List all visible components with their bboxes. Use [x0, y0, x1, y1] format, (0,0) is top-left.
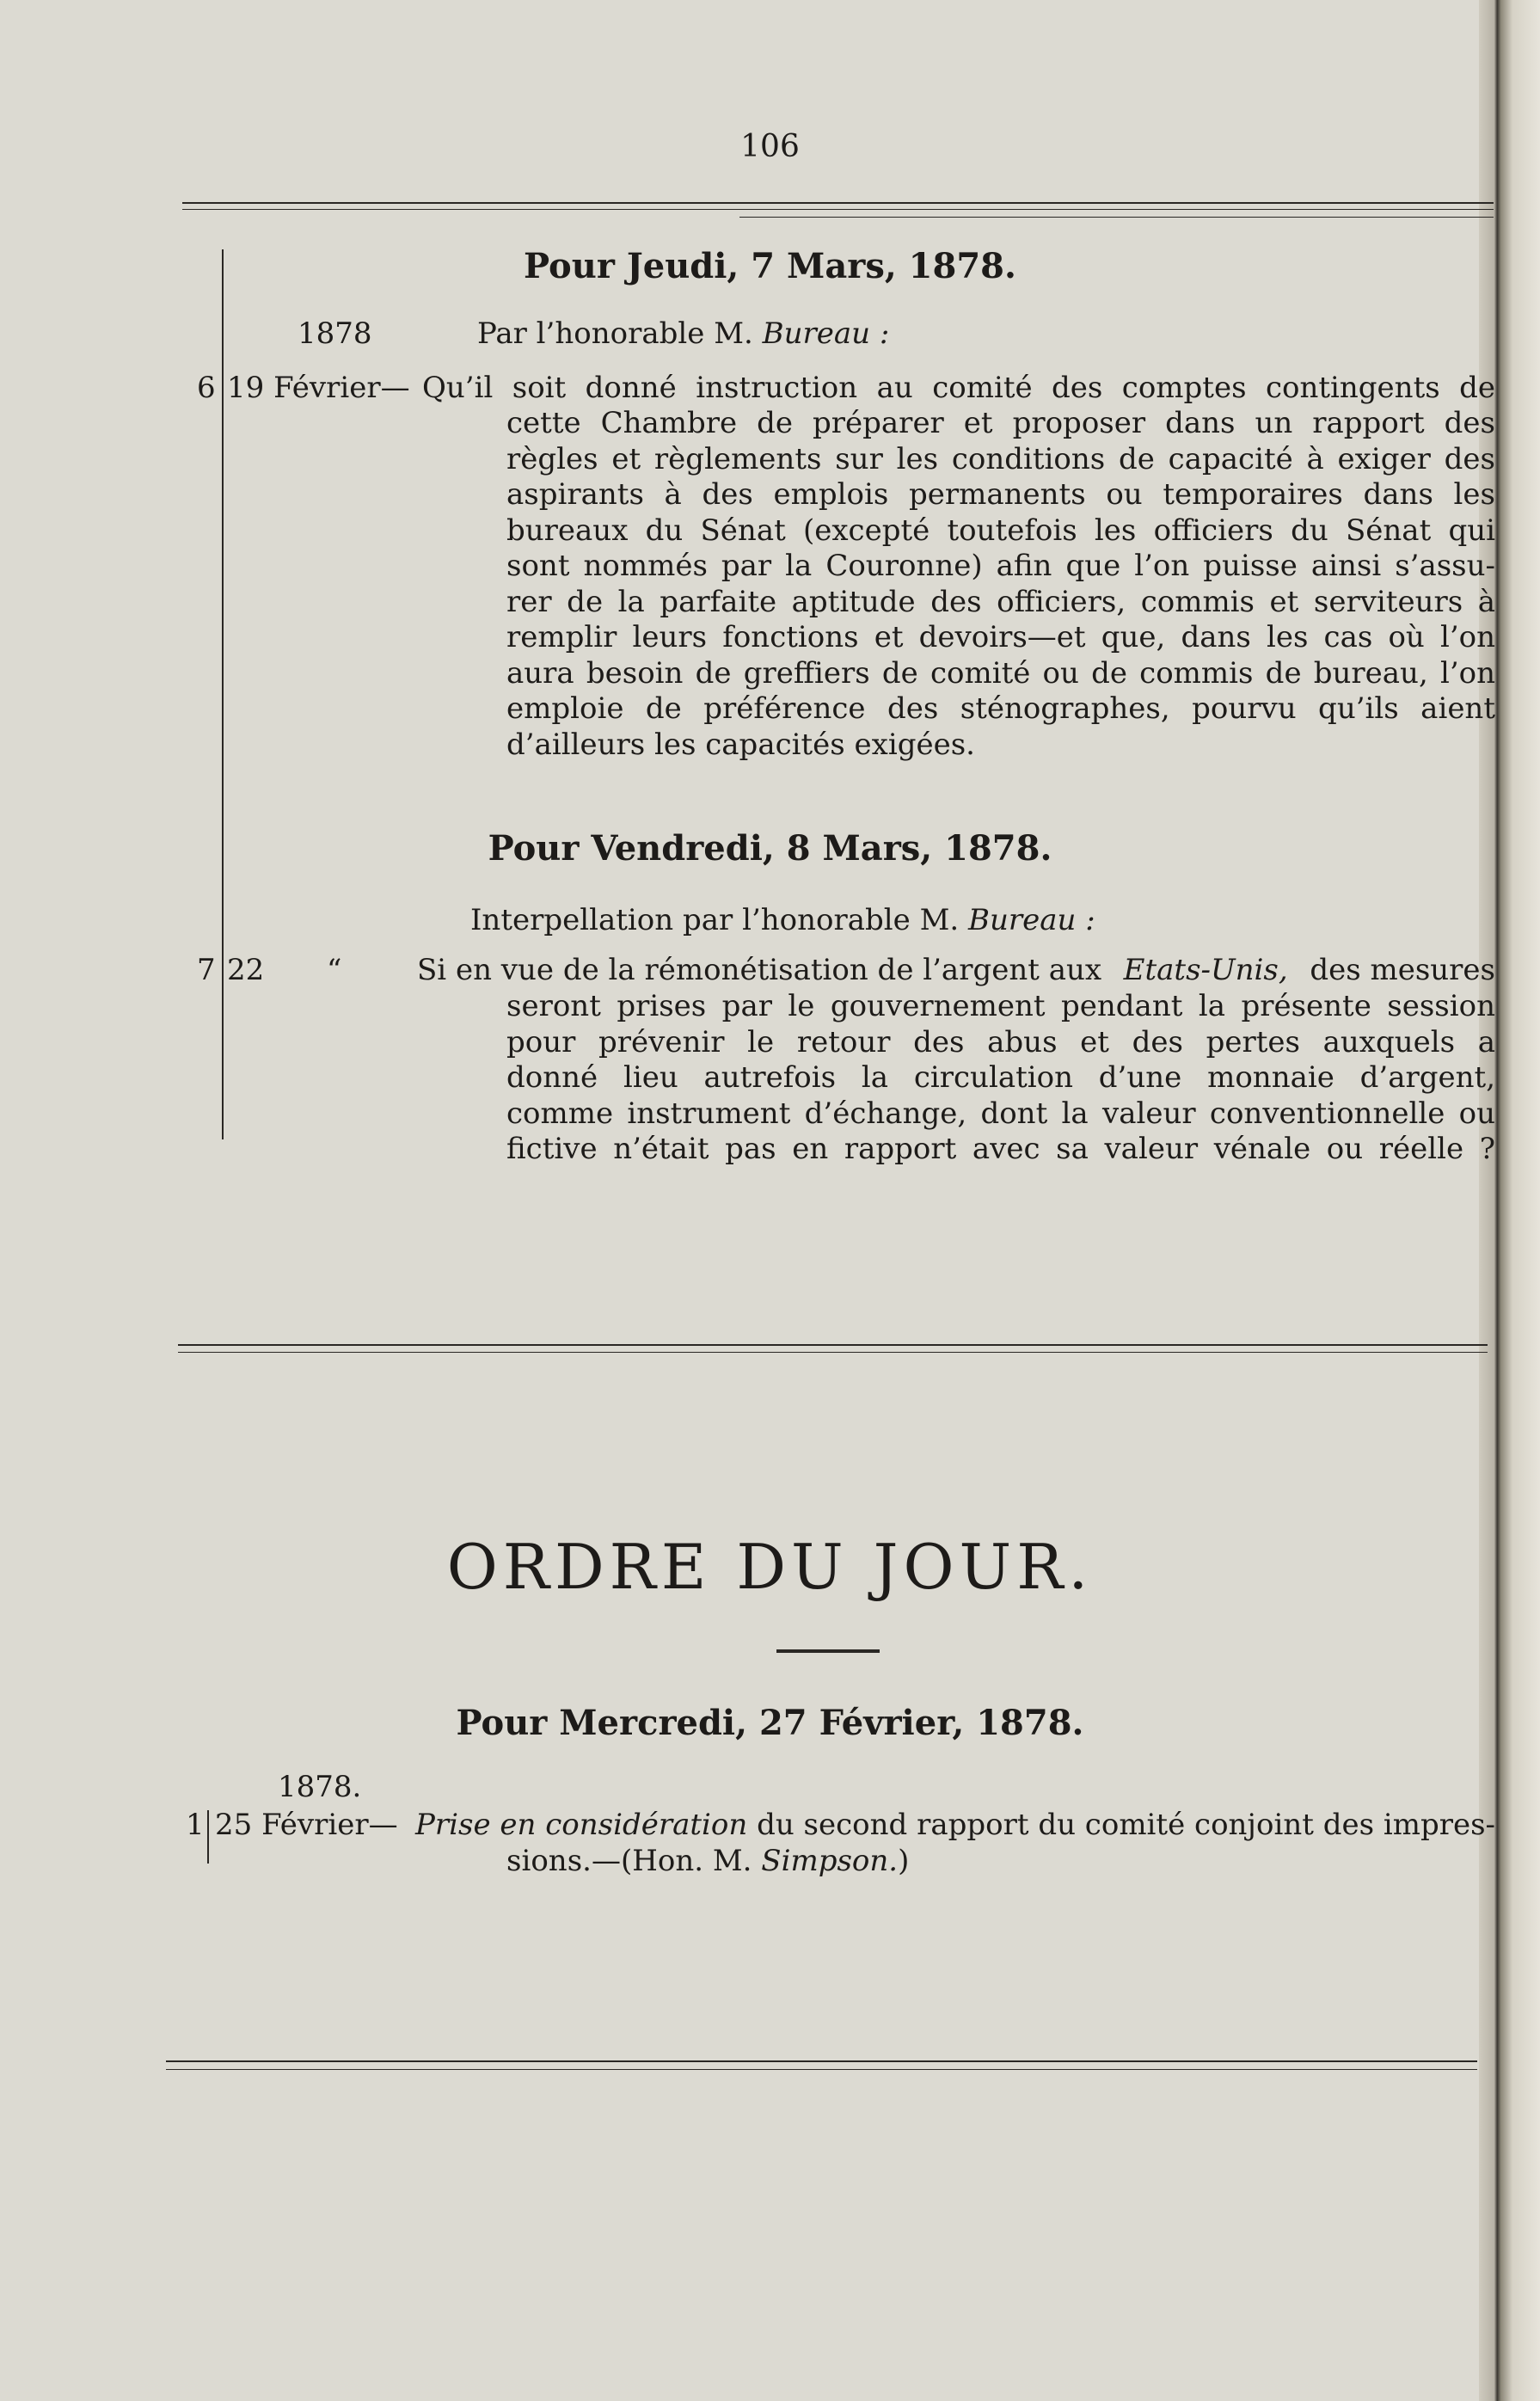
question-first-line [417, 953, 1495, 987]
order-title: ORDRE DU JOUR. [446, 1531, 1094, 1603]
middle-rule-inner [178, 1352, 1488, 1353]
question-line: donné lieu autrefois la circulation d’une monnaie d’argent, [506, 1060, 1495, 1095]
question-place: Etats-Unis, [1123, 953, 1288, 987]
top-rule-inner [182, 209, 1494, 210]
motion-line: cette Chambre de préparer et proposer dans un rapport des [506, 406, 1495, 440]
question-line: seront prises par le gouvernement pendant la présente session [506, 989, 1495, 1023]
top-rule [182, 202, 1494, 204]
motion-line: emploie de préférence des sténographes, pourvu qu’ils aient [506, 691, 1495, 726]
order-heading: Pour Mercredi, 27 Février, 1878. [456, 1703, 1084, 1743]
motion-line: rer de la parfaite aptitude des officiers, commis et serviteurs à [506, 584, 1495, 619]
mover-prefix: Par l’honorable M. [477, 316, 753, 351]
order-text: sions.—(Hon. M. [506, 1844, 762, 1878]
order-text: du second rapport du comité conjoint des impres- [747, 1808, 1496, 1842]
interpellation-intro [470, 903, 1095, 937]
order-margin-line [207, 1810, 209, 1864]
title-underline [776, 1649, 880, 1653]
year-label: 1878 [298, 316, 372, 351]
order-year: 1878. [278, 1770, 362, 1804]
middle-rule [178, 1344, 1488, 1346]
item-number: 1 [186, 1808, 205, 1842]
motion-line: aura besoin de greffiers de comité ou de commis de bureau, l’on [506, 655, 1495, 691]
order-member: Simpson. [761, 1844, 899, 1878]
mover-name: Bureau : [762, 316, 890, 351]
ditto-mark: “ [327, 953, 342, 987]
question-line: pour prévenir le retour des abus et des pertes auxquels a [506, 1024, 1495, 1059]
motion-line: d’ailleurs les capacités exigées. [506, 727, 975, 762]
section-heading-jeudi: Pour Jeudi, 7 Mars, 1878. [524, 246, 1016, 286]
item-number: 7 [197, 953, 216, 987]
question-line: comme instrument d’échange, dont la valeur conventionnelle ou [506, 1096, 1495, 1131]
motion-line: bureaux du Sénat (excepté toutefois les officiers du Sénat qui [506, 513, 1495, 548]
item-date: 19 Février— [227, 371, 410, 405]
book-gutter [1479, 0, 1540, 2401]
motion-text [422, 371, 1495, 407]
bottom-rule-inner [166, 2069, 1477, 2070]
item-date: 22 [227, 953, 265, 987]
order-line-1 [415, 1808, 1495, 1842]
question-line: fictive n’était pas en rapport avec sa valeur vénale ou réelle ? [506, 1132, 1495, 1166]
top-rule-right [739, 217, 1494, 218]
question-part: Si en vue de la rémonétisation de l’argent aux [417, 953, 1102, 987]
motion-line: remplir leurs fonctions et devoirs—et que, dans les cas où l’on [506, 620, 1495, 654]
bottom-rule [166, 2060, 1477, 2062]
order-line-2 [506, 1844, 909, 1878]
order-emphasis: Prise en considération [415, 1808, 748, 1842]
item-number: 6 [197, 371, 216, 405]
motion-line: aspirants à des emplois permanents ou temporaires dans les [506, 477, 1495, 512]
question-text [506, 989, 1495, 1168]
section-heading-vendredi: Pour Vendredi, 8 Mars, 1878. [488, 828, 1052, 869]
intro-prefix: Interpellation par l’honorable M. [470, 903, 960, 937]
margin-line [222, 249, 224, 1139]
question-part: des mesures [1310, 953, 1495, 987]
item-date: 25 Février— [215, 1808, 398, 1842]
mover-line [477, 316, 889, 351]
order-text: ) [898, 1844, 910, 1878]
motion-line: sont nommés par la Couronne) afin que l’on puisse ainsi s’assu- [506, 549, 1495, 583]
page-number: 106 [740, 129, 800, 164]
intro-name: Bureau : [968, 903, 1095, 937]
motion-line: règles et règlements sur les conditions de capacité à exiger des [506, 441, 1495, 476]
motion-line: Qu’il soit donné instruction au comité des comptes contingents de [422, 371, 1495, 405]
motion-text-cont [506, 406, 1495, 763]
